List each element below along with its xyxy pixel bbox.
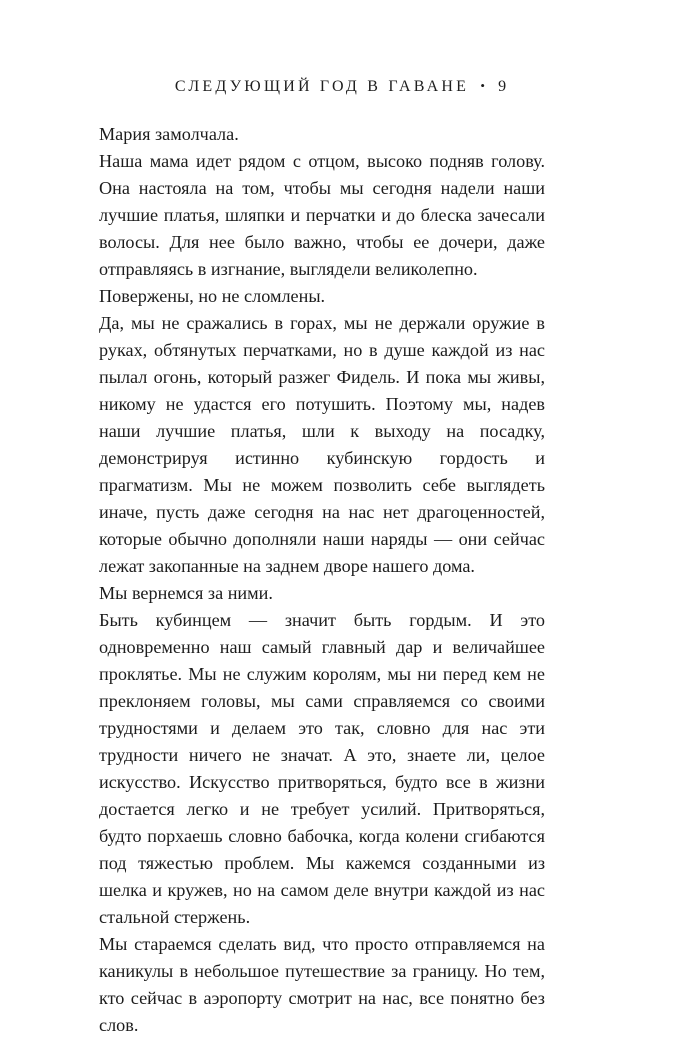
paragraph: Да, мы не сражались в горах, мы не держали оружие в руках, обтянутых перчатками, но в душе каждой из нас пылал огонь, который разжег Фидель. И пока мы живы, никому не удастся его потушить. Поэтому мы, надев наши лучшие платья, шли к выходу на посадку, демонстрируя истинно кубинскую гордость и прагматизм. Мы не можем позволить себе выглядеть иначе, пусть даже сегодня на нас нет драгоценностей, которые обычно дополняли наши наряды — они сейчас лежат закопанные на заднем дворе нашего дома. (99, 313, 545, 576)
paragraph: Повержены, но не сломлены. (99, 286, 326, 306)
paragraph: Мы стараемся сделать вид, что просто отправляемся на каникулы в небольшое путешествие за границу. Но тем, кто сейчас в аэропорту смотрит на нас, все понятно без слов. (99, 934, 545, 1035)
paragraph: Быть кубинцем — значит быть гордым. И это одновременно наш самый главный дар и величайшее проклятье. Мы не служим королям, мы ни перед кем не преклоняем головы, мы сами справляемся со своими трудностями и делаем это так, словно для нас эти трудности ничего не значат. А это, знаете ли, целое искусство. Искусство притворяться, будто все в жизни достается легко и не требует усилий. Притворяться, будто порхаешь словно бабочка, когда колени сгибаются под тяжестью проблем. Мы кажемся созданными из шелка и кружев, но на самом деле внутри каждой из нас стальной стержень. (99, 610, 545, 927)
body-text (99, 121, 545, 1039)
paragraph: Наша мама идет рядом с отцом, высоко подняв голову. Она настояла на том, чтобы мы сегодня надели наши лучшие платья, шляпки и перчатки и до блеска зачесали волосы. Для нее было важно, чтобы ее дочери, даже отправляясь в изгнание, выглядели великолепно. (99, 151, 545, 279)
paragraph: Мы вернемся за ними. (99, 583, 273, 603)
running-header (0, 78, 681, 96)
bullet-separator: • (480, 78, 485, 93)
running-header-title: СЛЕДУЮЩИЙ ГОД В ГАВАНЕ (174, 78, 470, 95)
paragraph: Мария замолчала. (99, 124, 239, 144)
page-number: 9 (498, 78, 507, 95)
